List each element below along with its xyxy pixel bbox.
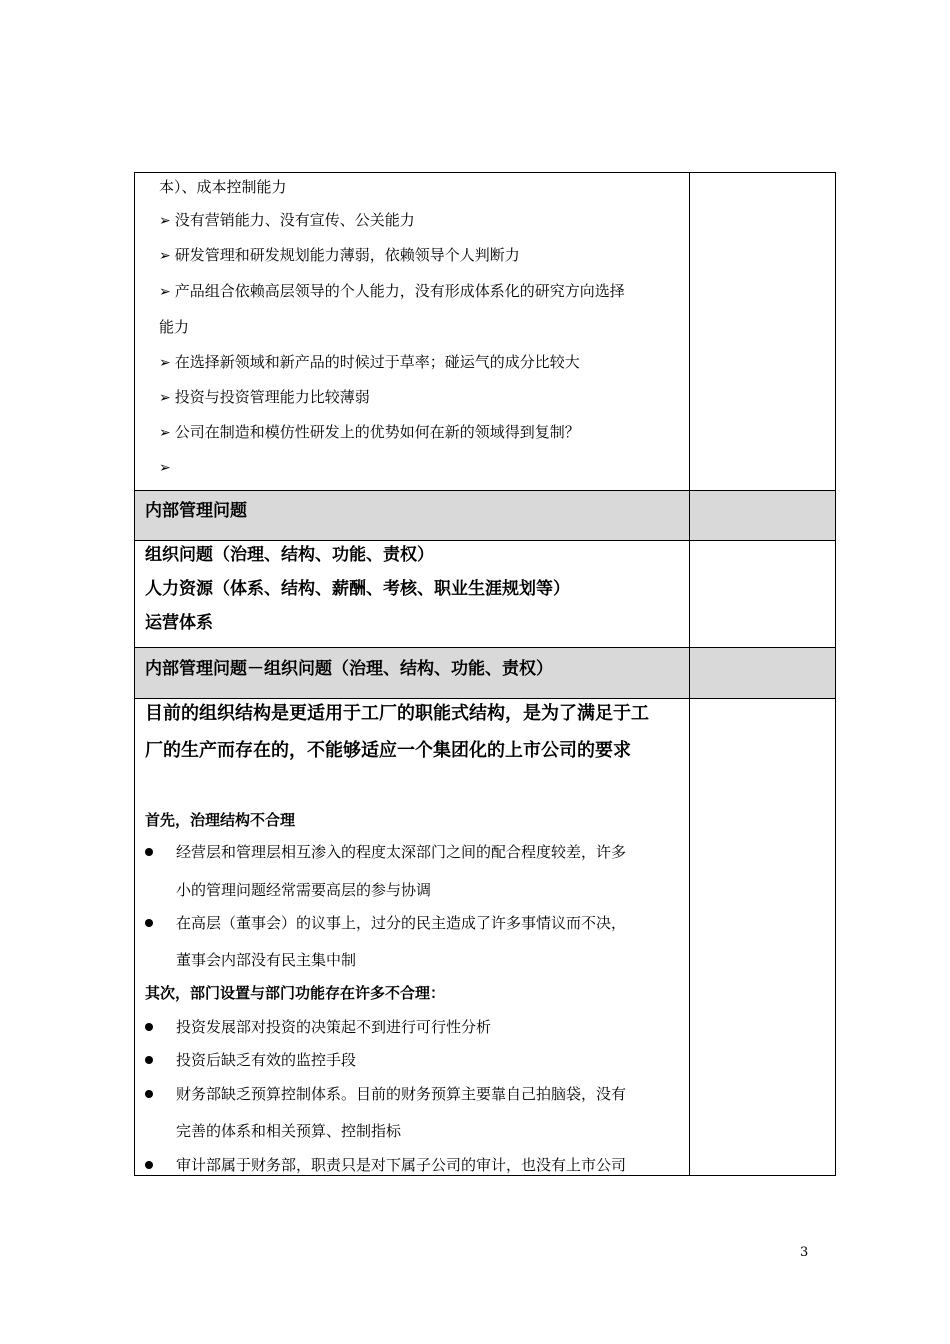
row4-empty-cell (690, 648, 836, 699)
row1-line-7: ➢ 公司在制造和模仿性研发上的优势如何在新的领域得到复制？ (159, 423, 580, 441)
table-row (135, 491, 836, 541)
bullet-dot-icon (145, 1090, 153, 1098)
bullet-dot-icon (145, 1023, 153, 1031)
row1-line-0: 本）、成本控制能力 (159, 178, 287, 196)
row3-line-2: 运营体系 (145, 613, 213, 633)
section-heading: 内部管理问题－组织问题（治理、结构、功能、责权） (145, 659, 553, 679)
bullet-dot-icon (145, 1161, 153, 1169)
second-item-3: 审计部属于财务部，职责只是对下属子公司的审计，也没有上市公司 (176, 1156, 627, 1174)
arrow-bullet-icon: ➢ (159, 390, 171, 406)
second-heading: 其次，部门设置与部门功能存在许多不合理： (145, 984, 446, 1002)
second-item-1: 投资后缺乏有效的监控手段 (176, 1051, 357, 1069)
row3-empty-cell (690, 541, 836, 648)
bullet-dot-icon (145, 919, 153, 927)
bullet-dot-icon (145, 1056, 153, 1064)
row1-line-5: ➢ 在选择新领域和新产品的时候过于草率；碰运气的成分比较大 (159, 353, 580, 371)
intro-line-1: 厂的生产而存在的，不能够适应一个集团化的上市公司的要求 (145, 740, 631, 761)
row5-empty-cell (690, 699, 836, 1176)
row1-line-2: ➢ 研发管理和研发规划能力薄弱，依赖领导个人判断力 (159, 246, 520, 264)
row3-line-1: 人力资源（体系、结构、薪酬、考核、职业生涯规划等） (145, 579, 570, 599)
first-heading: 首先，治理结构不合理 (145, 811, 296, 829)
first-item-1-line-1: 董事会内部没有民主集中制 (176, 951, 357, 969)
table-row (135, 699, 836, 1176)
row1-line-8 (159, 458, 175, 477)
row2-heading-cell (135, 491, 690, 541)
first-item-0-line-0: 经营层和管理层相互渗入的程度太深部门之间的配合程度较差，许多 (176, 843, 627, 861)
arrow-bullet-icon: ➢ (159, 248, 171, 264)
row1-line-6: ➢ 投资与投资管理能力比较薄弱 (159, 388, 370, 406)
table-row (135, 648, 836, 699)
table-row (135, 173, 836, 491)
bullet-dot-icon (145, 848, 153, 856)
row1-line-1: ➢ 没有营销能力、没有宣传、公关能力 (159, 211, 415, 229)
first-item-0-line-1: 小的管理问题经常需要高层的参与协调 (176, 881, 432, 899)
content-table (134, 172, 836, 1176)
row4-heading-cell (135, 648, 690, 699)
row1-line-4: 能力 (159, 318, 190, 336)
row2-empty-cell (690, 491, 836, 541)
arrow-bullet-icon: ➢ (159, 460, 171, 476)
row1-line-3: ➢ 产品组合依赖高层领导的个人能力，没有形成体系化的研究方向选择 (159, 282, 625, 300)
table-row (135, 541, 836, 648)
row5-text-cell (135, 699, 690, 1176)
arrow-bullet-icon: ➢ (159, 213, 171, 229)
arrow-bullet-icon: ➢ (159, 355, 171, 371)
arrow-bullet-icon: ➢ (159, 284, 171, 300)
intro-line-0: 目前的组织结构是更适用于工厂的职能式结构，是为了满足于工 (145, 703, 649, 724)
page-number: 3 (800, 1245, 809, 1260)
row3-line-0: 组织问题（治理、结构、功能、责权） (145, 545, 434, 565)
second-item-0: 投资发展部对投资的决策起不到进行可行性分析 (176, 1018, 492, 1036)
second-item-2-line-0: 财务部缺乏预算控制体系。目前的财务预算主要靠自己拍脑袋，没有 (176, 1085, 627, 1103)
row1-empty-cell (690, 173, 836, 491)
arrow-bullet-icon: ➢ (159, 425, 171, 441)
second-item-2-line-1: 完善的体系和相关预算、控制指标 (176, 1122, 402, 1140)
section-heading: 内部管理问题 (145, 501, 247, 521)
row3-text-cell (135, 541, 690, 648)
first-item-1-line-0: 在高层（董事会）的议事上，过分的民主造成了许多事情议而不决， (176, 914, 627, 932)
row1-text-cell (135, 173, 690, 491)
